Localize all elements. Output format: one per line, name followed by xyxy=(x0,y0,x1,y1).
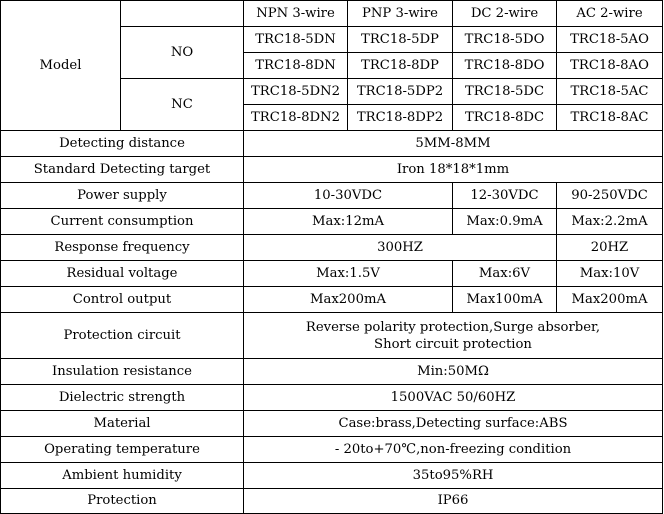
model-cell: TRC18-8DC xyxy=(453,105,557,131)
row-value: 1500VAC 50/60HZ xyxy=(244,385,663,411)
residual-voltage-row xyxy=(1,261,663,287)
row-value: IP66 xyxy=(244,489,663,514)
protection-circuit-row xyxy=(1,313,663,359)
row-value: Case:brass,Detecting surface:ABS xyxy=(244,411,663,437)
model-label: Model xyxy=(1,1,121,131)
model-cell: TRC18-5DP xyxy=(348,27,453,53)
column-header-npn: NPN 3-wire xyxy=(244,1,348,27)
model-cell: TRC18-8AC xyxy=(557,105,663,131)
model-cell: TRC18-5DC xyxy=(453,79,557,105)
row-value: 90-250VDC xyxy=(557,183,663,209)
detecting-distance-row xyxy=(1,131,663,157)
column-header-dc: DC 2-wire xyxy=(453,1,557,27)
row-label: Detecting distance xyxy=(1,131,244,157)
insulation-resistance-row xyxy=(1,359,663,385)
row-label: Insulation resistance xyxy=(1,359,244,385)
protection-circuit-line-2: Short circuit protection xyxy=(374,336,532,352)
row-value: Max:6V xyxy=(453,261,557,287)
row-value xyxy=(244,313,663,359)
control-output-row xyxy=(1,287,663,313)
standard-target-row xyxy=(1,157,663,183)
row-label: Ambient humidity xyxy=(1,463,244,489)
row-value: Max:2.2mA xyxy=(557,209,663,235)
model-cell: TRC18-5AC xyxy=(557,79,663,105)
row-value: 10-30VDC xyxy=(244,183,453,209)
model-header-row xyxy=(1,1,663,27)
row-value: Max:10V xyxy=(557,261,663,287)
row-label: Protection xyxy=(1,489,244,514)
protection-row xyxy=(1,489,663,514)
operating-temperature-row xyxy=(1,437,663,463)
row-value: Max:0.9mA xyxy=(453,209,557,235)
row-label: Operating temperature xyxy=(1,437,244,463)
dielectric-strength-row xyxy=(1,385,663,411)
model-subheader-blank xyxy=(121,1,244,27)
row-label: Residual voltage xyxy=(1,261,244,287)
power-supply-row xyxy=(1,183,663,209)
ambient-humidity-row xyxy=(1,463,663,489)
nc-label: NC xyxy=(121,79,244,131)
column-header-pnp: PNP 3-wire xyxy=(348,1,453,27)
row-label: Material xyxy=(1,411,244,437)
row-value: 12-30VDC xyxy=(453,183,557,209)
response-frequency-row xyxy=(1,235,663,261)
no-label: NO xyxy=(121,27,244,79)
model-cell: TRC18-8DP2 xyxy=(348,105,453,131)
current-consumption-row xyxy=(1,209,663,235)
row-value: Max:1.5V xyxy=(244,261,453,287)
row-label: Control output xyxy=(1,287,244,313)
row-value: Max200mA xyxy=(244,287,453,313)
material-row xyxy=(1,411,663,437)
row-value: Max200mA xyxy=(557,287,663,313)
row-value: - 20to+70℃,non-freezing condition xyxy=(244,437,663,463)
model-cell: TRC18-5DP2 xyxy=(348,79,453,105)
model-cell: TRC18-5DN xyxy=(244,27,348,53)
row-label: Current consumption xyxy=(1,209,244,235)
row-value: 5MM-8MM xyxy=(244,131,663,157)
row-value: 35to95%RH xyxy=(244,463,663,489)
row-value: Max100mA xyxy=(453,287,557,313)
model-cell: TRC18-8DP xyxy=(348,53,453,79)
model-cell: TRC18-5DN2 xyxy=(244,79,348,105)
model-cell: TRC18-8DN xyxy=(244,53,348,79)
model-cell: TRC18-8DN2 xyxy=(244,105,348,131)
model-cell: TRC18-8DO xyxy=(453,53,557,79)
row-label: Standard Detecting target xyxy=(1,157,244,183)
model-cell: TRC18-8AO xyxy=(557,53,663,79)
row-value: Iron 18*18*1mm xyxy=(244,157,663,183)
row-value: Max:12mA xyxy=(244,209,453,235)
model-cell: TRC18-5AO xyxy=(557,27,663,53)
row-value: Min:50MΩ xyxy=(244,359,663,385)
row-label: Power supply xyxy=(1,183,244,209)
row-label: Dielectric strength xyxy=(1,385,244,411)
model-cell: TRC18-5DO xyxy=(453,27,557,53)
row-label: Response frequency xyxy=(1,235,244,261)
column-header-ac: AC 2-wire xyxy=(557,1,663,27)
row-label: Protection circuit xyxy=(1,313,244,359)
row-value: 20HZ xyxy=(557,235,663,261)
row-value: 300HZ xyxy=(244,235,557,261)
protection-circuit-line-1: Reverse polarity protection,Surge absorber, xyxy=(305,319,601,335)
